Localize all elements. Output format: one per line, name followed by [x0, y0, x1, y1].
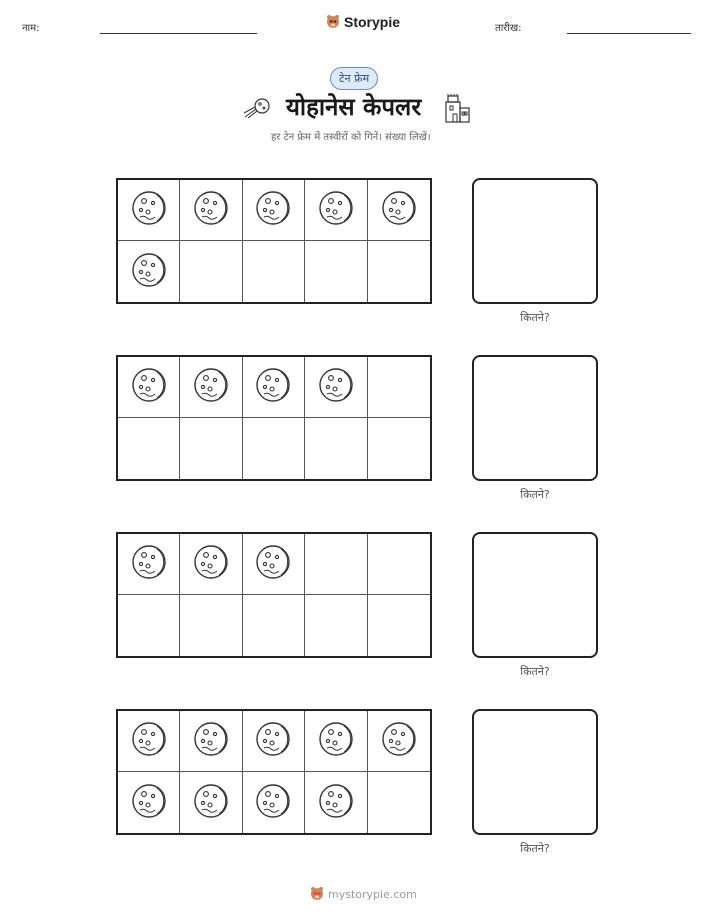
answer-box[interactable]	[472, 709, 598, 835]
ten-frame-badge: टेन फ्रेम	[330, 67, 378, 90]
ten-frame-cell	[305, 418, 367, 479]
ten-frame-cell	[305, 357, 367, 418]
ten-frame-cell	[305, 595, 367, 656]
ten-frame-cell	[118, 772, 180, 833]
moon-icon	[193, 367, 229, 407]
ten-frame-cell	[243, 418, 305, 479]
moon-icon	[255, 721, 291, 761]
moon-icon	[193, 783, 229, 823]
moon-icon	[255, 544, 291, 584]
ten-frame-cell	[180, 418, 242, 479]
how-many-label: कितने?	[520, 665, 550, 678]
moon-icon	[193, 544, 229, 584]
ten-frame-cell	[118, 241, 180, 302]
how-many-label: कितने?	[520, 842, 550, 855]
ten-frame-cell	[243, 180, 305, 241]
ten-frame-cell	[118, 595, 180, 656]
ten-frame-cell	[368, 595, 430, 656]
ten-frame-cell	[118, 711, 180, 772]
moon-icon	[131, 252, 167, 292]
moon-icon	[131, 721, 167, 761]
moon-icon	[193, 190, 229, 230]
brand-logo	[326, 14, 400, 30]
moon-icon	[318, 721, 354, 761]
ten-frame-cell	[180, 772, 242, 833]
ten-frame-cell	[180, 241, 242, 302]
ten-frame	[116, 178, 432, 304]
ten-frame	[116, 532, 432, 658]
moon-icon	[255, 367, 291, 407]
footer-url[interactable]: mystorypie.com	[328, 887, 417, 901]
ten-frame-cell	[305, 772, 367, 833]
ten-frame	[116, 709, 432, 835]
brand-name: Storypie	[344, 14, 401, 30]
how-many-label: कितने?	[520, 488, 550, 501]
ten-frame-cell	[368, 418, 430, 479]
moon-icon	[318, 190, 354, 230]
moon-icon	[131, 190, 167, 230]
ten-frame-cell	[118, 180, 180, 241]
moon-icon	[255, 190, 291, 230]
ten-frame-cell	[243, 534, 305, 595]
ten-frame-cell	[243, 241, 305, 302]
footer	[310, 886, 417, 902]
ten-frame-cell	[368, 357, 430, 418]
instructions: हर टेन फ्रेम में तस्वीरों को गिनें। संख्या लिखें।	[271, 132, 431, 143]
moon-icon	[131, 783, 167, 823]
ten-frame-cell	[243, 711, 305, 772]
observatory-tower-icon	[442, 92, 472, 128]
moon-icon	[318, 367, 354, 407]
date-line[interactable]	[567, 33, 691, 34]
ten-frame-cell	[243, 772, 305, 833]
ten-frame-cell	[368, 241, 430, 302]
date-label: तारीख:	[495, 23, 522, 34]
how-many-label: कितने?	[520, 311, 550, 324]
comet-icon	[242, 96, 272, 124]
ten-frame-cell	[368, 711, 430, 772]
moon-icon	[381, 190, 417, 230]
ten-frame-cell	[118, 418, 180, 479]
ten-frame-cell	[180, 534, 242, 595]
ten-frame-cell	[305, 180, 367, 241]
ten-frame-cell	[180, 711, 242, 772]
name-label: नाम:	[22, 23, 40, 34]
ten-frame-cell	[243, 595, 305, 656]
ten-frame-cell	[368, 534, 430, 595]
name-line[interactable]	[100, 33, 257, 34]
answer-box[interactable]	[472, 532, 598, 658]
ten-frame-cell	[180, 357, 242, 418]
ten-frame-cell	[118, 534, 180, 595]
moon-icon	[381, 721, 417, 761]
moon-icon	[255, 783, 291, 823]
ten-frame	[116, 355, 432, 481]
ten-frame-cell	[118, 357, 180, 418]
ten-frame-cell	[368, 772, 430, 833]
moon-icon	[193, 721, 229, 761]
ten-frame-cell	[243, 357, 305, 418]
page-title: योहानेस केपलर	[286, 93, 422, 121]
ten-frame-cell	[305, 534, 367, 595]
moon-icon	[131, 367, 167, 407]
ten-frame-cell	[180, 595, 242, 656]
ten-frame-cell	[180, 180, 242, 241]
ten-frame-cell	[305, 241, 367, 302]
moon-icon	[131, 544, 167, 584]
bear-mascot-icon	[326, 14, 340, 30]
ten-frame-cell	[368, 180, 430, 241]
moon-icon	[318, 783, 354, 823]
answer-box[interactable]	[472, 355, 598, 481]
answer-box[interactable]	[472, 178, 598, 304]
ten-frame-cell	[305, 711, 367, 772]
bear-mascot-icon	[310, 886, 324, 902]
